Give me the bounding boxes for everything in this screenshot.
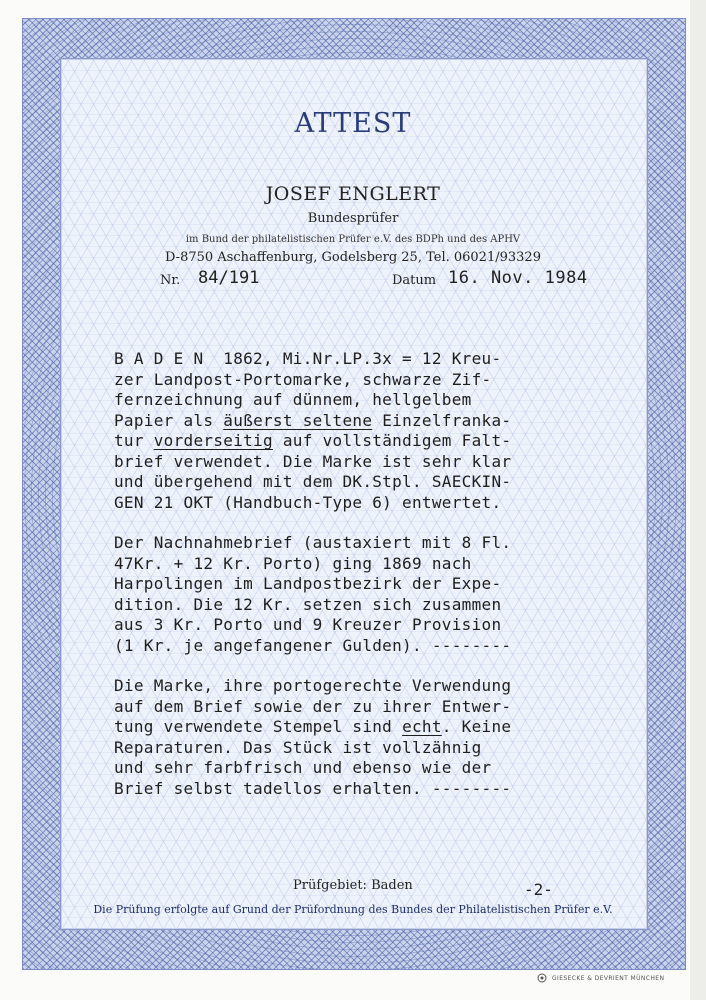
body-line: fernzeichnung auf dünnem, hellgelbem <box>114 390 472 409</box>
body-line: brief verwendet. Die Marke ist sehr klar <box>114 451 512 471</box>
page-number: -2- <box>524 880 553 899</box>
datum-value: 16. Nov. 1984 <box>448 268 588 288</box>
examiner-address: D-8750 Aschaffenburg, Godelsberg 25, Tel. 06021/93329 <box>165 250 541 265</box>
body-line: Brief selbst tadellos erhalten. -------- <box>114 778 512 798</box>
examiner-role: Bundesprüfer <box>307 211 399 226</box>
body-line: Papier als äußerst seltene Einzelfranka- <box>114 410 512 430</box>
body-line: GEN 21 OKT (Handbuch-Type 6) entwertet. <box>114 492 502 512</box>
body-line: 47Kr. + 12 Kr. Porto) ging 1869 nach <box>114 553 472 573</box>
body-line: Der Nachnahmebrief (austaxiert mit 8 Fl. <box>114 533 512 552</box>
body-line: und übergehend mit dem DK.Stpl. SAECKIN- <box>114 472 512 491</box>
printer-logo-icon <box>537 973 547 983</box>
datum-label: Datum <box>392 273 437 288</box>
body-line: auf dem Brief sowie der zu ihrer Entwer- <box>114 696 512 716</box>
paragraph-letter <box>114 533 614 656</box>
body-line: tur vorderseitig auf vollständigem Falt- <box>114 431 512 450</box>
body-line: B A D E N 1862, Mi.Nr.LP.3x = 12 Kreu- <box>114 349 502 368</box>
body-line: und sehr farbfrisch und ebenso wie der <box>114 758 492 777</box>
underlined-text: echt <box>402 717 442 736</box>
body-line: Harpolingen im Landpostbezirk der Expe- <box>114 574 502 593</box>
body-line: Reparaturen. Das Stück ist vollzähnig <box>114 737 482 757</box>
body-line: (1 Kr. je angefangener Gulden). -------- <box>114 635 512 655</box>
paragraph-description <box>114 349 614 513</box>
nr-value: 84/191 <box>198 268 260 288</box>
pruefgebiet-label: Prüfgebiet: Baden <box>293 878 413 893</box>
footer-note: Die Prüfung erfolgte auf Grund der Prüfordnung des Bundes der Philatelistischen Prüfer e.V. <box>93 903 613 916</box>
examiner-name: JOSEF ENGLERT <box>265 183 441 205</box>
certificate-title: ATTEST <box>294 108 412 139</box>
paragraph-condition <box>114 676 614 799</box>
nr-label: Nr. <box>160 273 181 288</box>
certificate-body <box>114 349 614 819</box>
examiner-association: im Bund der philatelistischen Prüfer e.V. des BDPh und des APHV <box>185 234 521 245</box>
scan-edge <box>690 0 706 1000</box>
body-line: dition. Die 12 Kr. setzen sich zusammen <box>114 594 502 614</box>
body-line: Die Marke, ihre portogerechte Verwendung <box>114 676 512 695</box>
body-line: tung verwendete Stempel sind echt. Keine <box>114 717 512 736</box>
body-line: aus 3 Kr. Porto und 9 Kreuzer Provision <box>114 615 502 634</box>
underlined-text: äußerst seltene <box>223 410 373 430</box>
printer-imprint: GIESECKE & DEVRIENT MÜNCHEN <box>552 975 665 982</box>
underlined-text: vorderseitig <box>153 431 273 450</box>
body-line: zer Landpost-Portomarke, schwarze Zif- <box>114 369 492 389</box>
